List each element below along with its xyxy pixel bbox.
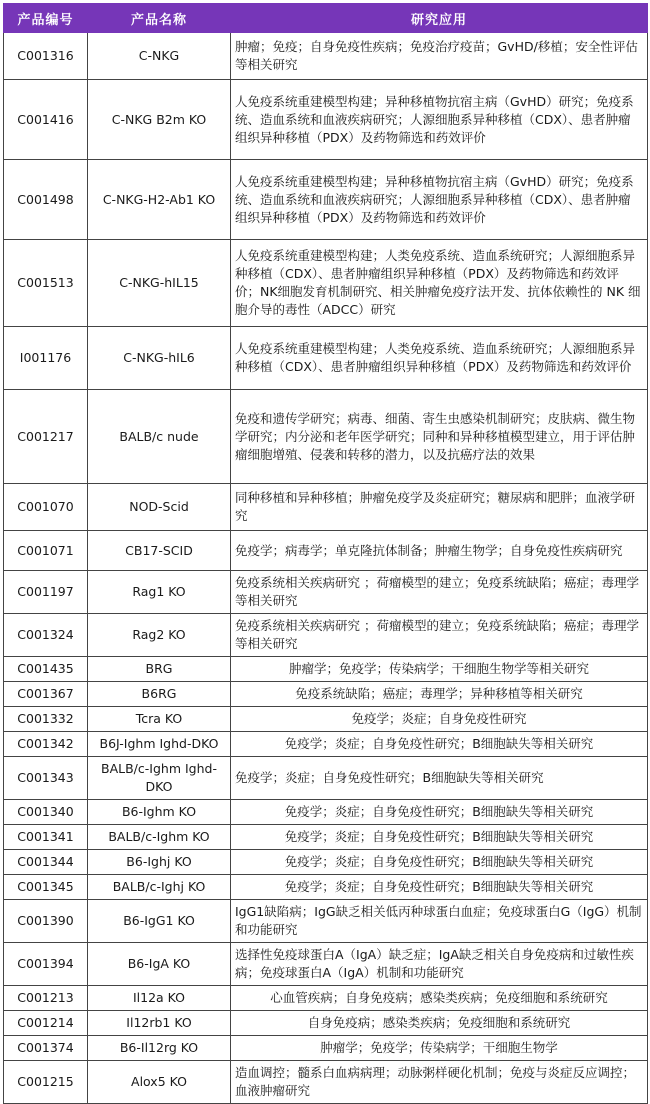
product-code-cell: C001213 bbox=[4, 986, 88, 1011]
table-row bbox=[4, 800, 648, 825]
table-row bbox=[4, 80, 648, 160]
header-row bbox=[4, 4, 648, 33]
product-code-cell: C001374 bbox=[4, 1036, 88, 1061]
product-name-cell: B6-Ighj KO bbox=[88, 850, 231, 875]
research-application-cell: 免疫系统缺陷；癌症；毒理学；异种移植等相关研究 bbox=[231, 682, 648, 707]
research-application-cell: 人免疫系统重建模型构建；异种移植物抗宿主病（GvHD）研究；免疫系统、造血系统和血液疾病研究；人源细胞系异种移植（CDX）、患者肿瘤组织异种移植（PDX）及药物筛选和药效评价 bbox=[231, 160, 648, 240]
product-code-cell: C001367 bbox=[4, 682, 88, 707]
product-name-cell: BRG bbox=[88, 657, 231, 682]
product-name-cell: Rag2 KO bbox=[88, 614, 231, 657]
product-code-cell: C001345 bbox=[4, 875, 88, 900]
research-application-cell: 免疫学；炎症；自身免疫性研究；B细胞缺失等相关研究 bbox=[231, 825, 648, 850]
table-row bbox=[4, 875, 648, 900]
product-name-cell: BALB/c nude bbox=[88, 390, 231, 484]
product-name-cell: Il12a KO bbox=[88, 986, 231, 1011]
table-row bbox=[4, 943, 648, 986]
table-row bbox=[4, 531, 648, 571]
product-name-cell: C-NKG-hIL6 bbox=[88, 327, 231, 390]
product-code-cell: C001416 bbox=[4, 80, 88, 160]
product-name-cell: BALB/c-Ighj KO bbox=[88, 875, 231, 900]
product-code-cell: C001390 bbox=[4, 900, 88, 943]
product-name-cell: B6-IgA KO bbox=[88, 943, 231, 986]
product-name-cell: B6-Ighm KO bbox=[88, 800, 231, 825]
product-code-cell: C001340 bbox=[4, 800, 88, 825]
product-name-cell: C-NKG-hIL15 bbox=[88, 240, 231, 327]
product-code-cell: C001344 bbox=[4, 850, 88, 875]
table-row bbox=[4, 571, 648, 614]
table-row bbox=[4, 390, 648, 484]
research-application-cell: 人免疫系统重建模型构建；异种移植物抗宿主病（GvHD）研究；免疫系统、造血系统和血液疾病研究；人源细胞系异种移植（CDX）、患者肿瘤组织异种移植（PDX）及药物筛选和药效评价 bbox=[231, 80, 648, 160]
table-row bbox=[4, 657, 648, 682]
product-code-cell: I001176 bbox=[4, 327, 88, 390]
product-code-cell: C001070 bbox=[4, 484, 88, 531]
product-code-cell: C001435 bbox=[4, 657, 88, 682]
table-row bbox=[4, 240, 648, 327]
table-row bbox=[4, 33, 648, 80]
table-row bbox=[4, 900, 648, 943]
product-code-cell: C001316 bbox=[4, 33, 88, 80]
product-code-cell: C001342 bbox=[4, 732, 88, 757]
research-application-cell: 肿瘤学；免疫学；传染病学；干细胞生物学等相关研究 bbox=[231, 657, 648, 682]
research-application-cell: 免疫系统相关疾病研究 ；荷瘤模型的建立；免疫系统缺陷；癌症；毒理学等相关研究 bbox=[231, 571, 648, 614]
product-name-cell: Il12rb1 KO bbox=[88, 1011, 231, 1036]
product-name-cell: B6-Il12rg KO bbox=[88, 1036, 231, 1061]
research-application-cell: 免疫学；炎症；自身免疫性研究；B细胞缺失等相关研究 bbox=[231, 732, 648, 757]
product-code-cell: C001215 bbox=[4, 1061, 88, 1104]
header-product-name: 产品名称 bbox=[88, 4, 231, 33]
research-application-cell: 免疫学；炎症；自身免疫性研究；B细胞缺失等相关研究 bbox=[231, 800, 648, 825]
research-application-cell: 同种移植和异种移植；肿瘤免疫学及炎症研究；糖尿病和肥胖；血液学研究 bbox=[231, 484, 648, 531]
product-name-cell: B6J-Ighm Ighd-DKO bbox=[88, 732, 231, 757]
product-name-cell: C-NKG bbox=[88, 33, 231, 80]
table-row bbox=[4, 614, 648, 657]
research-application-cell: 人免疫系统重建模型构建；人类免疫系统、造血系统研究；人源细胞系异种移植（CDX）、患者肿瘤组织异种移植（PDX）及药物筛选和药效评价；NK细胞发育机制研究、相关肿瘤免疫疗法开发、抗体依赖性的 NK 细胞介导的毒性（ADCC）研究 bbox=[231, 240, 648, 327]
research-application-cell: 选择性免疫球蛋白A（IgA）缺乏症；IgA缺乏相关自身免疫病和过敏性疾病；免疫球蛋白A（IgA）机制和功能研究 bbox=[231, 943, 648, 986]
product-name-cell: B6-IgG1 KO bbox=[88, 900, 231, 943]
research-application-cell: 免疫和遗传学研究；病毒、细菌、寄生虫感染机制研究；皮肤病、微生物学研究；内分泌和老年医学研究；同种和异种移植模型建立，用于评估肿瘤细胞增殖、侵袭和转移的潜力，以及抗癌疗法的效果 bbox=[231, 390, 648, 484]
product-code-cell: C001394 bbox=[4, 943, 88, 986]
product-name-cell: NOD-Scid bbox=[88, 484, 231, 531]
product-table bbox=[3, 3, 648, 1104]
table-row bbox=[4, 986, 648, 1011]
research-application-cell: 造血调控；髓系白血病病理；动脉粥样硬化机制；免疫与炎症反应调控；血液肿瘤研究 bbox=[231, 1061, 648, 1104]
table-row bbox=[4, 1011, 648, 1036]
research-application-cell: 肿瘤；免疫；自身免疫性疾病；免疫治疗疫苗；GvHD/移植；安全性评估等相关研究 bbox=[231, 33, 648, 80]
table-row bbox=[4, 484, 648, 531]
research-application-cell: 免疫系统相关疾病研究 ；荷瘤模型的建立；免疫系统缺陷；癌症；毒理学等相关研究 bbox=[231, 614, 648, 657]
table-body bbox=[4, 33, 648, 1104]
product-name-cell: BALB/c-Ighm Ighd-DKO bbox=[88, 757, 231, 800]
product-name-cell: B6RG bbox=[88, 682, 231, 707]
product-code-cell: C001343 bbox=[4, 757, 88, 800]
table-row bbox=[4, 757, 648, 800]
product-name-cell: Rag1 KO bbox=[88, 571, 231, 614]
product-code-cell: C001332 bbox=[4, 707, 88, 732]
product-code-cell: C001217 bbox=[4, 390, 88, 484]
research-application-cell: 肿瘤学；免疫学；传染病学；干细胞生物学 bbox=[231, 1036, 648, 1061]
table-row bbox=[4, 1061, 648, 1104]
table-row bbox=[4, 707, 648, 732]
research-application-cell: 免疫学；炎症；自身免疫性研究；B细胞缺失等相关研究 bbox=[231, 850, 648, 875]
product-name-cell: C-NKG-H2-Ab1 KO bbox=[88, 160, 231, 240]
product-code-cell: C001197 bbox=[4, 571, 88, 614]
table-row bbox=[4, 825, 648, 850]
research-application-cell: 免疫学；炎症；自身免疫性研究；B细胞缺失等相关研究 bbox=[231, 875, 648, 900]
research-application-cell: 免疫学；炎症；自身免疫性研究；B细胞缺失等相关研究 bbox=[231, 757, 648, 800]
research-application-cell: 心血管疾病；自身免疫病；感染类疾病；免疫细胞和系统研究 bbox=[231, 986, 648, 1011]
product-code-cell: C001341 bbox=[4, 825, 88, 850]
table-row bbox=[4, 160, 648, 240]
product-name-cell: C-NKG B2m KO bbox=[88, 80, 231, 160]
product-code-cell: C001071 bbox=[4, 531, 88, 571]
research-application-cell: IgG1缺陷病；IgG缺乏相关低丙种球蛋白血症；免疫球蛋白G（IgG）机制和功能研究 bbox=[231, 900, 648, 943]
header-research-application: 研究应用 bbox=[231, 4, 648, 33]
header-product-code: 产品编号 bbox=[4, 4, 88, 33]
research-application-cell: 免疫学；炎症；自身免疫性研究 bbox=[231, 707, 648, 732]
product-name-cell: BALB/c-Ighm KO bbox=[88, 825, 231, 850]
product-code-cell: C001498 bbox=[4, 160, 88, 240]
table-row bbox=[4, 850, 648, 875]
table-header bbox=[4, 4, 648, 33]
table-row bbox=[4, 1036, 648, 1061]
table-row bbox=[4, 327, 648, 390]
product-name-cell: Alox5 KO bbox=[88, 1061, 231, 1104]
product-code-cell: C001324 bbox=[4, 614, 88, 657]
product-name-cell: Tcra KO bbox=[88, 707, 231, 732]
research-application-cell: 免疫学；病毒学；单克隆抗体制备；肿瘤生物学；自身免疫性疾病研究 bbox=[231, 531, 648, 571]
table-row bbox=[4, 682, 648, 707]
product-name-cell: CB17-SCID bbox=[88, 531, 231, 571]
research-application-cell: 人免疫系统重建模型构建；人类免疫系统、造血系统研究；人源细胞系异种移植（CDX）、患者肿瘤组织异种移植（PDX）及药物筛选和药效评价 bbox=[231, 327, 648, 390]
research-application-cell: 自身免疫病；感染类疾病；免疫细胞和系统研究 bbox=[231, 1011, 648, 1036]
table-row bbox=[4, 732, 648, 757]
product-code-cell: C001214 bbox=[4, 1011, 88, 1036]
product-code-cell: C001513 bbox=[4, 240, 88, 327]
